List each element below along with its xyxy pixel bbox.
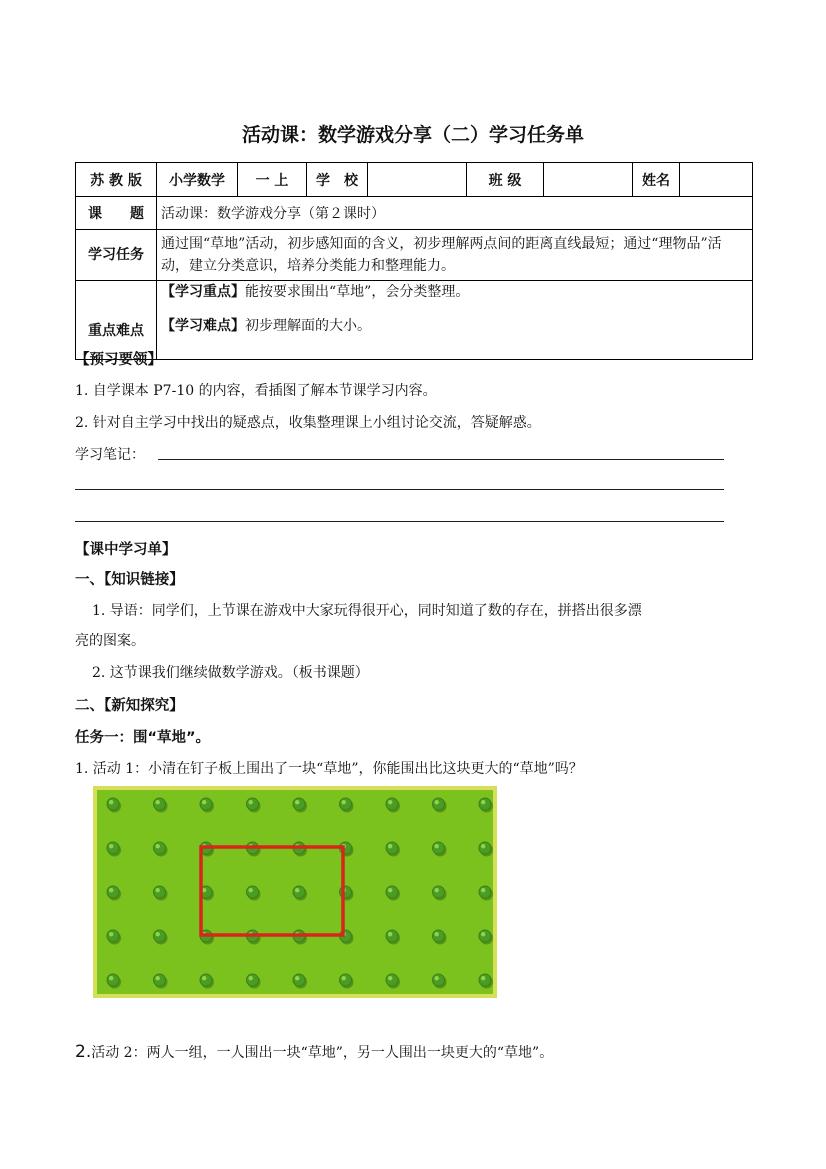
peg [433,842,445,854]
key-label: 重点难点 [76,281,157,360]
key-row [76,281,753,360]
peg [200,974,212,986]
peg [154,798,166,810]
peg-highlight [388,844,392,848]
preview-item-1: 1. 自学课本 P7-10 的内容，看插图了解本节课学习内容。 [75,383,437,399]
intro-line-1: 1. 导语：同学们，上节课在游戏中大家玩得很开心，同时知道了数的存在，拼搭出很多漂 [92,603,642,619]
topic-row [76,197,753,230]
peg-highlight [156,844,160,848]
activity-2-text: 活动 2：两人一组，一人围出一块“草地”，另一人围出一块更大的“草地”。 [91,1045,554,1061]
peg-highlight [109,976,113,980]
peg-highlight [435,844,439,848]
peg [433,974,445,986]
peg-highlight [295,976,299,980]
difficulty-line [161,317,748,335]
peg-highlight [295,800,299,804]
peg [107,930,119,942]
task-row [76,230,753,281]
peg-highlight [481,888,485,892]
peg-highlight [109,932,113,936]
peg [386,930,398,942]
difficulty-text: 初步理解面的大小。 [245,318,371,334]
preview-heading: 【预习要领】 [75,352,162,368]
section-knowledge-link: 一、【知识链接】 [75,572,184,588]
school-value[interactable] [368,163,467,197]
class-label: 班 级 [467,163,544,197]
topic-value: 活动课：数学游戏分享（第２课时） [157,197,753,230]
class-value[interactable] [544,163,633,197]
peg [479,930,491,942]
peg [107,798,119,810]
peg-highlight [156,800,160,804]
peg [386,842,398,854]
info-table [75,162,753,360]
key-value [157,281,753,360]
name-label: 姓名 [633,163,680,197]
peg [386,798,398,810]
peg-highlight [481,800,485,804]
peg [154,930,166,942]
peg [386,886,398,898]
peg [107,886,119,898]
peg-highlight [435,976,439,980]
activity-2-number: 2. [75,1042,92,1062]
peg-highlight [435,932,439,936]
peg-highlight [249,888,253,892]
peg-highlight [109,888,113,892]
peg-highlight [109,844,113,848]
peg [386,974,398,986]
peg [479,974,491,986]
peg [107,842,119,854]
peg [433,930,445,942]
peg-highlight [202,800,206,804]
peg [479,886,491,898]
peg [433,886,445,898]
peg-highlight [156,888,160,892]
task-value: 通过围“草地”活动，初步感知面的含义，初步理解两点间的距离直线最短；通过“理物品”活动，建立分类意识，培养分类能力和整理能力。 [157,230,753,281]
task1-heading: 任务一：围“草地”。 [75,730,211,746]
intro-line-2: 亮的图案。 [75,633,145,649]
peg [154,974,166,986]
peg [154,886,166,898]
peg [107,974,119,986]
section-new-knowledge: 二、【新知探究】 [75,698,184,714]
difficulty-tag: 【学习难点】 [161,318,245,334]
lesson-heading: 【课中学习单】 [75,542,177,558]
activity-1: 1. 活动 1：小清在钉子板上围出了一块“草地”，你能围出比这块更大的“草地”吗？ [75,761,583,777]
peg [200,798,212,810]
peg-highlight [109,800,113,804]
peg [154,842,166,854]
notes-line-2[interactable] [75,489,724,490]
peg-highlight [481,932,485,936]
notes-line-1[interactable] [158,459,724,460]
key-point-text: 能按要求围出“草地”，会分类整理。 [245,284,470,300]
peg-highlight [202,976,206,980]
notes-line-3[interactable] [75,521,724,522]
preview-item-2: 2. 针对自主学习中找出的疑惑点，收集整理课上小组讨论交流，答疑解惑。 [75,415,541,431]
page-title: 活动课：数学游戏分享（二）学习任务单 [241,124,584,146]
peg [247,798,259,810]
peg [340,798,352,810]
peg [247,974,259,986]
peg-highlight [249,800,253,804]
peg-highlight [295,888,299,892]
peg-highlight [388,800,392,804]
peg [293,798,305,810]
school-label: 学 校 [307,163,368,197]
peg-highlight [435,888,439,892]
key-point-line [161,283,748,301]
peg [433,798,445,810]
peg-highlight [156,932,160,936]
peg [247,886,259,898]
peg-highlight [249,976,253,980]
peg-highlight [481,976,485,980]
peg-highlight [388,976,392,980]
peg-highlight [156,976,160,980]
peg [340,974,352,986]
name-value[interactable] [680,163,753,197]
peg [293,886,305,898]
peg [479,842,491,854]
peg-highlight [435,800,439,804]
pegboard-illustration [93,786,497,998]
key-point-tag: 【学习重点】 [161,284,245,300]
peg-highlight [342,976,346,980]
notes-label: 学习笔记： [75,447,145,463]
publisher-cell: 苏 教 版 [76,163,157,197]
peg [479,798,491,810]
peg-highlight [388,932,392,936]
peg-highlight [481,844,485,848]
info-row-header [76,163,753,197]
activity-2 [75,1042,553,1062]
peg-highlight [342,800,346,804]
topic-label: 课 题 [76,197,157,230]
grade-cell: 一 上 [238,163,307,197]
task-label: 学习任务 [76,230,157,281]
peg [293,974,305,986]
peg-highlight [388,888,392,892]
intro-item-2: 2. 这节课我们继续做数学游戏。（板书课题） [92,665,369,681]
subject-cell: 小学数学 [157,163,238,197]
